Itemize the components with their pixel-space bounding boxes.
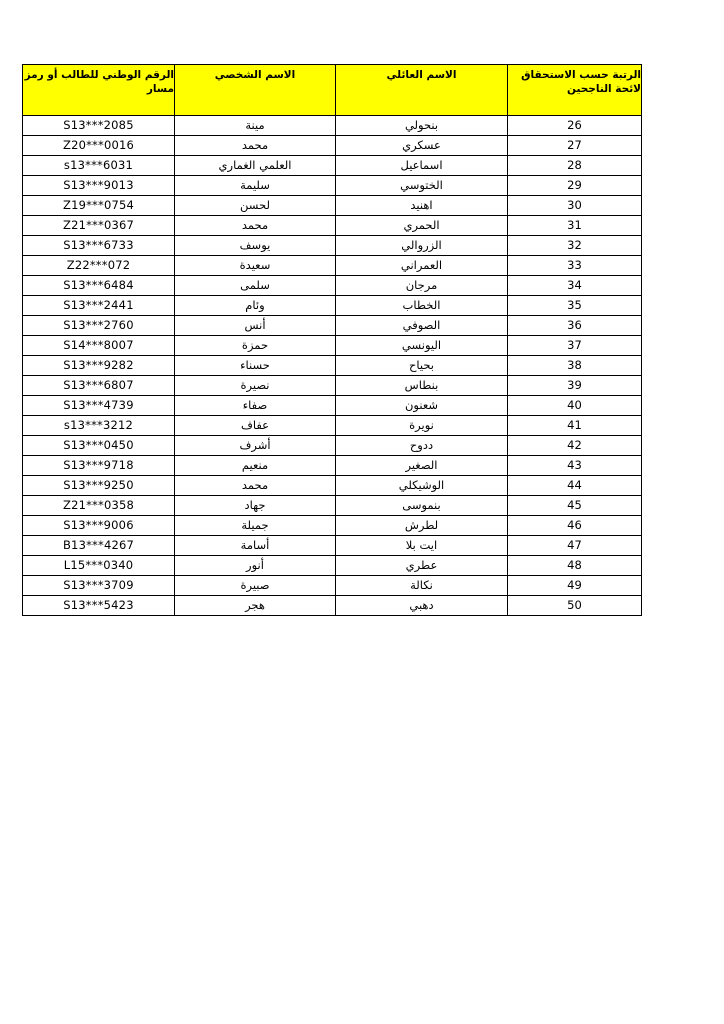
family-name-cell: الوشيكلي xyxy=(336,476,508,496)
student-id-cell: S13***2760 xyxy=(23,316,175,336)
family-name-cell: الصغير xyxy=(336,456,508,476)
student-id-cell: L15***0340 xyxy=(23,556,175,576)
rank-cell: 31 xyxy=(508,216,642,236)
first-name-cell: جميلة xyxy=(175,516,336,536)
table-row xyxy=(23,396,642,416)
family-name-cell: نويرة xyxy=(336,416,508,436)
student-id-cell: S13***2085 xyxy=(23,116,175,136)
student-id-cell: S13***9006 xyxy=(23,516,175,536)
first-name-cell: العلمي الغماري xyxy=(175,156,336,176)
rank-cell: 45 xyxy=(508,496,642,516)
table-row xyxy=(23,276,642,296)
table-row xyxy=(23,456,642,476)
table-row xyxy=(23,576,642,596)
first-name-cell: حمزة xyxy=(175,336,336,356)
table-row xyxy=(23,156,642,176)
rank-cell: 35 xyxy=(508,296,642,316)
table-row xyxy=(23,316,642,336)
rank-cell: 28 xyxy=(508,156,642,176)
rank-cell: 50 xyxy=(508,596,642,616)
student-id-cell: S13***0450 xyxy=(23,436,175,456)
rank-cell: 38 xyxy=(508,356,642,376)
first-name-cell: نصيرة xyxy=(175,376,336,396)
family-name-cell: شعنون xyxy=(336,396,508,416)
table-row xyxy=(23,556,642,576)
first-name-cell: سليمة xyxy=(175,176,336,196)
table-row xyxy=(23,476,642,496)
table-row xyxy=(23,296,642,316)
student-id-cell: Z21***0367 xyxy=(23,216,175,236)
table-row xyxy=(23,436,642,456)
table-row xyxy=(23,256,642,276)
student-id-cell: s13***6031 xyxy=(23,156,175,176)
student-id-cell: s13***3212 xyxy=(23,416,175,436)
rank-cell: 39 xyxy=(508,376,642,396)
family-name-cell: اسماعيل xyxy=(336,156,508,176)
rank-cell: 37 xyxy=(508,336,642,356)
first-name-cell: سلمى xyxy=(175,276,336,296)
rank-cell: 29 xyxy=(508,176,642,196)
table-row xyxy=(23,536,642,556)
first-name-cell: محمد xyxy=(175,476,336,496)
header-first-name: الاسم الشخصي xyxy=(175,65,336,116)
first-name-cell: أسامة xyxy=(175,536,336,556)
table-row xyxy=(23,216,642,236)
rank-cell: 46 xyxy=(508,516,642,536)
results-table xyxy=(22,64,642,616)
first-name-cell: محمد xyxy=(175,216,336,236)
rank-cell: 43 xyxy=(508,456,642,476)
student-id-cell: Z19***0754 xyxy=(23,196,175,216)
table-row xyxy=(23,496,642,516)
student-id-cell: S13***9718 xyxy=(23,456,175,476)
student-id-cell: S13***9013 xyxy=(23,176,175,196)
student-id-cell: Z22***072 xyxy=(23,256,175,276)
table-row xyxy=(23,596,642,616)
family-name-cell: بنحولي xyxy=(336,116,508,136)
first-name-cell: يوسف xyxy=(175,236,336,256)
student-id-cell: S13***2441 xyxy=(23,296,175,316)
first-name-cell: هجر xyxy=(175,596,336,616)
family-name-cell: الخطاب xyxy=(336,296,508,316)
first-name-cell: أشرف xyxy=(175,436,336,456)
table-row xyxy=(23,196,642,216)
family-name-cell: بنطاس xyxy=(336,376,508,396)
rank-cell: 47 xyxy=(508,536,642,556)
family-name-cell: ايت بلا xyxy=(336,536,508,556)
first-name-cell: حسناء xyxy=(175,356,336,376)
table-header-row xyxy=(23,65,642,116)
family-name-cell: ددوح xyxy=(336,436,508,456)
family-name-cell: لطرش xyxy=(336,516,508,536)
family-name-cell: الختوسي xyxy=(336,176,508,196)
rank-cell: 26 xyxy=(508,116,642,136)
rank-cell: 42 xyxy=(508,436,642,456)
rank-cell: 41 xyxy=(508,416,642,436)
first-name-cell: محمد xyxy=(175,136,336,156)
family-name-cell: مرجان xyxy=(336,276,508,296)
rank-cell: 44 xyxy=(508,476,642,496)
header-national-id: الرقم الوطني للطالب أو رمز مسار xyxy=(23,65,175,116)
first-name-cell: أنور xyxy=(175,556,336,576)
table-row xyxy=(23,516,642,536)
family-name-cell: بحياح xyxy=(336,356,508,376)
rank-cell: 32 xyxy=(508,236,642,256)
student-id-cell: S14***8007 xyxy=(23,336,175,356)
family-name-cell: العمراني xyxy=(336,256,508,276)
student-id-cell: S13***5423 xyxy=(23,596,175,616)
student-id-cell: S13***3709 xyxy=(23,576,175,596)
table-row xyxy=(23,116,642,136)
first-name-cell: صفاء xyxy=(175,396,336,416)
table-row xyxy=(23,136,642,156)
first-name-cell: لحسن xyxy=(175,196,336,216)
family-name-cell: الصوفي xyxy=(336,316,508,336)
header-rank: الرتبة حسب الاستحقاق لائحة الناجحين xyxy=(508,65,642,116)
family-name-cell: نكالة xyxy=(336,576,508,596)
table-body xyxy=(23,116,642,616)
family-name-cell: دهبي xyxy=(336,596,508,616)
family-name-cell: عسكري xyxy=(336,136,508,156)
student-id-cell: S13***9282 xyxy=(23,356,175,376)
first-name-cell: صبيرة xyxy=(175,576,336,596)
student-id-cell: B13***4267 xyxy=(23,536,175,556)
rank-cell: 40 xyxy=(508,396,642,416)
first-name-cell: وئام xyxy=(175,296,336,316)
student-id-cell: S13***6484 xyxy=(23,276,175,296)
table-row xyxy=(23,336,642,356)
rank-cell: 36 xyxy=(508,316,642,336)
rank-cell: 34 xyxy=(508,276,642,296)
student-id-cell: Z20***0016 xyxy=(23,136,175,156)
first-name-cell: منعيم xyxy=(175,456,336,476)
first-name-cell: أنس xyxy=(175,316,336,336)
table-row xyxy=(23,376,642,396)
table-row xyxy=(23,236,642,256)
rank-cell: 49 xyxy=(508,576,642,596)
family-name-cell: الحمري xyxy=(336,216,508,236)
rank-cell: 30 xyxy=(508,196,642,216)
first-name-cell: سعيدة xyxy=(175,256,336,276)
table-row xyxy=(23,356,642,376)
rank-cell: 33 xyxy=(508,256,642,276)
student-id-cell: S13***6807 xyxy=(23,376,175,396)
rank-cell: 27 xyxy=(508,136,642,156)
header-family-name: الاسم العائلي xyxy=(336,65,508,116)
family-name-cell: بنموسى xyxy=(336,496,508,516)
student-id-cell: S13***6733 xyxy=(23,236,175,256)
table-row xyxy=(23,416,642,436)
family-name-cell: اهنيد xyxy=(336,196,508,216)
student-id-cell: Z21***0358 xyxy=(23,496,175,516)
table-row xyxy=(23,176,642,196)
student-id-cell: S13***4739 xyxy=(23,396,175,416)
family-name-cell: عطري xyxy=(336,556,508,576)
student-id-cell: S13***9250 xyxy=(23,476,175,496)
first-name-cell: عفاف xyxy=(175,416,336,436)
family-name-cell: الزروالي xyxy=(336,236,508,256)
first-name-cell: جهاد xyxy=(175,496,336,516)
family-name-cell: اليونسي xyxy=(336,336,508,356)
first-name-cell: مينة xyxy=(175,116,336,136)
rank-cell: 48 xyxy=(508,556,642,576)
